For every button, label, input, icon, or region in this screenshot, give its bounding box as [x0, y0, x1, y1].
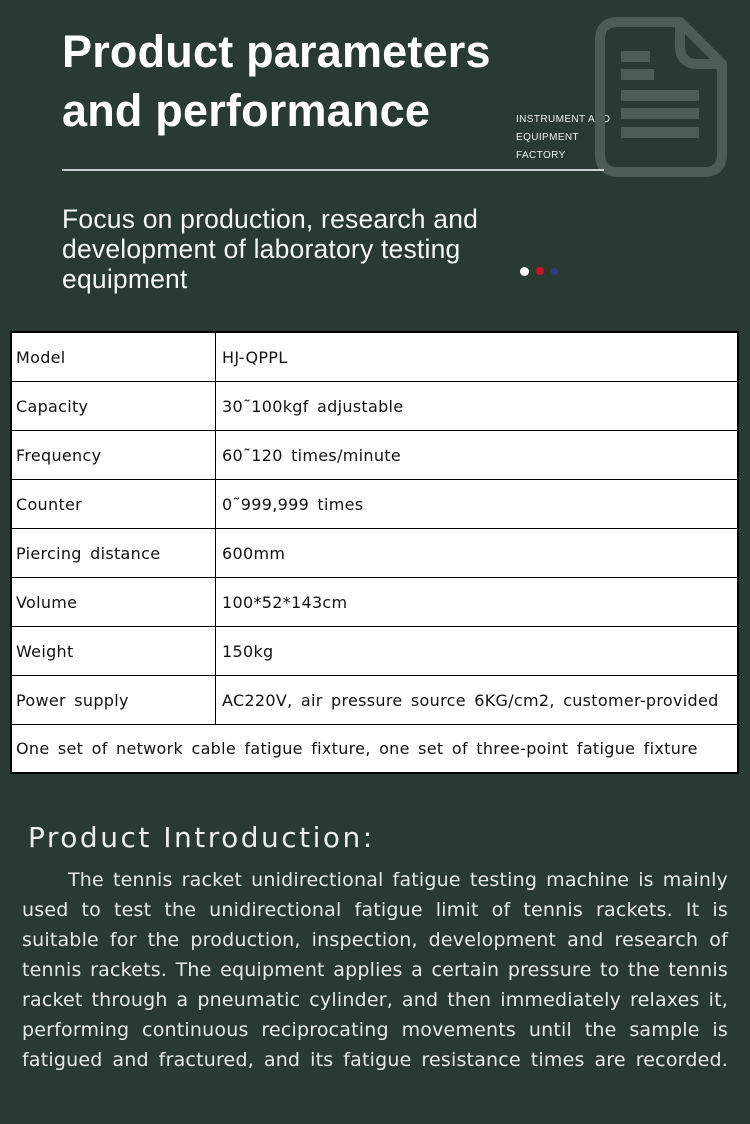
carousel-dot-red [536, 267, 544, 275]
spec-label: Weight [11, 627, 216, 676]
spec-label: Capacity [11, 382, 216, 431]
introduction-line: fatigued and fractured, and its fatigue resistance times are recorded. [22, 1049, 728, 1071]
introduction-line: performing continuous reciprocating movements until the sample is [22, 1019, 728, 1041]
hero-subtitle-line: Focus on production, research and [62, 204, 479, 234]
product-introduction-section [0, 820, 750, 1075]
spec-row-counter [11, 480, 738, 529]
spec-row-piercing-distance [11, 529, 738, 578]
spec-row-frequency [11, 431, 738, 480]
spec-value: 60˜120 times/minute [216, 431, 739, 480]
spec-row-power-supply [11, 676, 738, 725]
introduction-paragraph [22, 865, 728, 1075]
spec-value: 600mm [216, 529, 739, 578]
spec-value: HJ-QPPL [216, 332, 739, 382]
spec-row-volume [11, 578, 738, 627]
spec-label: Volume [11, 578, 216, 627]
introduction-line: used to test the unidirectional fatigue limit of tennis rackets. It is [22, 899, 728, 921]
spec-row-capacity [11, 382, 738, 431]
spec-value: 100*52*143cm [216, 578, 739, 627]
spec-label: Counter [11, 480, 216, 529]
spec-label: Model [11, 332, 216, 382]
spec-value: 150kg [216, 627, 739, 676]
introduction-line: The tennis racket unidirectional fatigue testing machine is mainly [68, 869, 728, 891]
spec-row-weight [11, 627, 738, 676]
title-underline [62, 169, 604, 171]
hero-subtitle-line: development of laboratory testing [62, 234, 461, 264]
spec-value: 30˜100kgf adjustable [216, 382, 739, 431]
spec-table [10, 331, 739, 774]
introduction-line: racket through a pneumatic cylinder, and then immediately relaxes it, [22, 989, 728, 1011]
spec-label: Power supply [11, 676, 216, 725]
document-icon [592, 16, 730, 178]
spec-value: AC220V, air pressure source 6KG/cm2, customer-provided [216, 676, 739, 725]
spec-row-fixtures [11, 725, 738, 774]
introduction-heading: Product Introduction: [28, 821, 375, 854]
hero-subtitle [62, 204, 478, 294]
carousel-dot-white [520, 267, 529, 276]
spec-label: Piercing distance [11, 529, 216, 578]
spec-footer-note: One set of network cable fatigue fixture, one set of three-point fatigue fixture [11, 725, 738, 774]
carousel-dot-blue [551, 268, 558, 275]
carousel-dots [520, 263, 558, 279]
introduction-line: tennis rackets. The equipment applies a certain pressure to the tennis [22, 959, 728, 981]
introduction-line: suitable for the production, inspection, development and research of [22, 929, 728, 951]
hero-subtitle-line: equipment [62, 264, 188, 294]
spec-row-model [11, 332, 738, 382]
brand-label-line: FACTORY [516, 150, 566, 161]
brand-label-line: INSTRUMENT AND [516, 114, 611, 125]
page-title-line: Product parameters [62, 26, 491, 77]
spec-value: 0˜999,999 times [216, 480, 739, 529]
page-title [62, 22, 491, 140]
page-title-line: and performance [62, 85, 431, 136]
brand-label-line: EQUIPMENT [516, 132, 580, 143]
spec-label: Frequency [11, 431, 216, 480]
